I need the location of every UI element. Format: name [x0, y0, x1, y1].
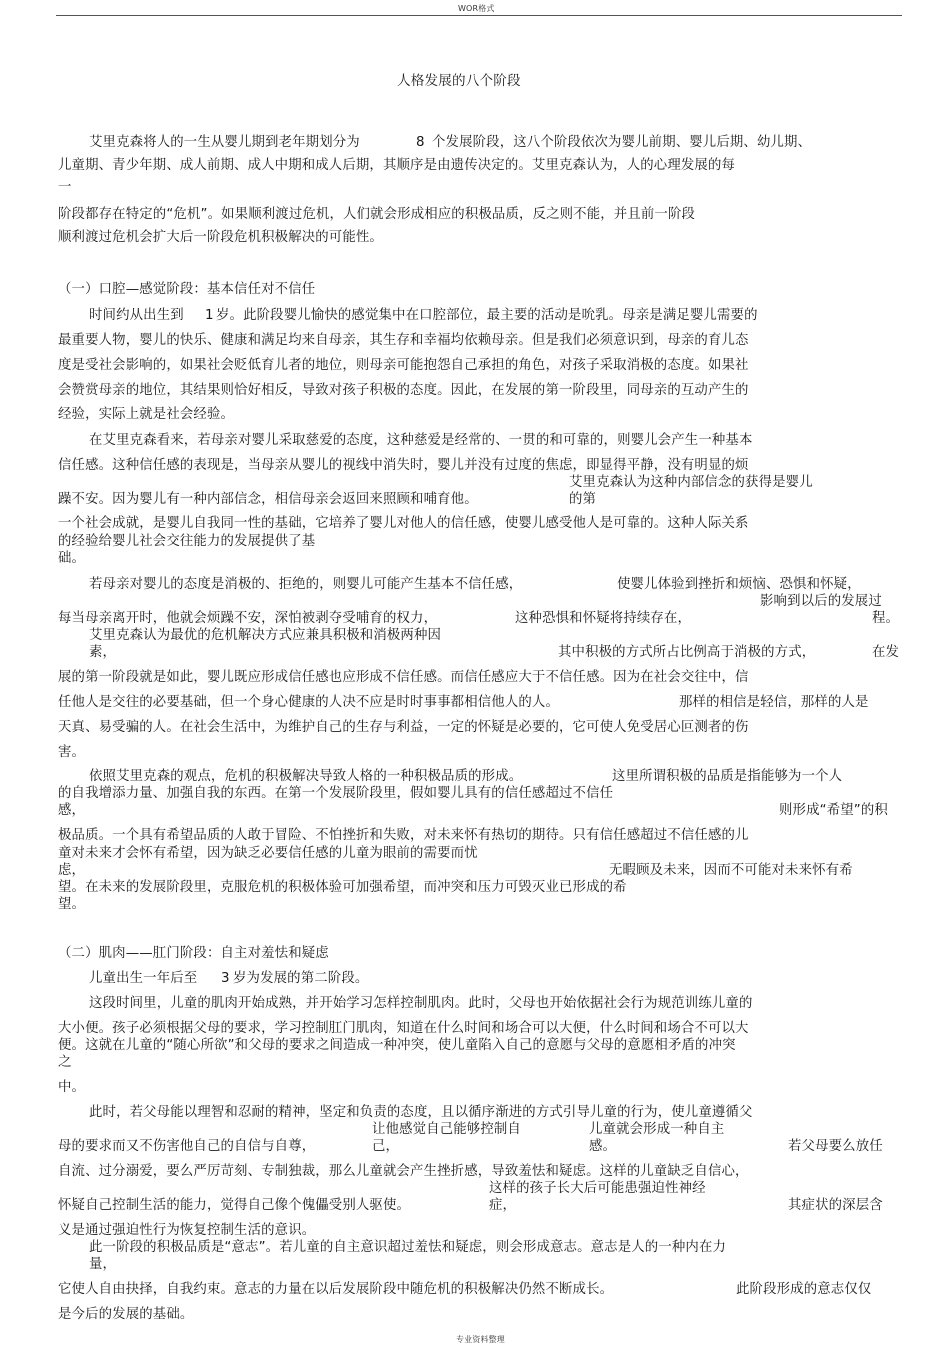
text-line: 母的要求而又不伤害他自己的自信与自尊，	[58, 1139, 316, 1154]
text-line: 此阶段形成的意志仅仅	[736, 1282, 872, 1297]
text-line: 之	[58, 1055, 72, 1070]
text-line: 中。	[58, 1080, 86, 1095]
text-line: 望。在未来的发展阶段里，克服危机的积极体验可加强希望，而冲突和压力可毁灭业已形成的希	[58, 880, 627, 895]
text-line: 3	[221, 971, 230, 986]
text-line: 便。这就在儿童的“随心所欲”和父母的要求之间造成一种冲突，使儿童陷入自己的意愿与父母的意愿相矛盾的冲突	[58, 1038, 736, 1053]
text-line: 这种恐惧和怀疑将持续存在，	[515, 611, 692, 626]
intro-line: 艾里克森将人的一生从婴儿期到老年期划分为	[89, 135, 360, 150]
text-line: 害。	[58, 745, 86, 760]
text-line: 岁为发展的第二阶段。	[233, 971, 369, 986]
text-line: 艾里克森认为最优的危机解决方式应兼具积极和消极两种因	[89, 628, 442, 643]
intro-line: 个发展阶段，这八个阶段依次为婴儿前期、婴儿后期、幼儿期、	[432, 135, 812, 150]
page-header: WOR格式	[458, 4, 495, 13]
text-line: 这段时间里，儿童的肌肉开始成熟，并开始学习怎样控制肌肉。此时，父母也开始依据社会行为规范训练儿童的	[89, 996, 753, 1011]
text-line: 时间约从出生到	[89, 308, 184, 323]
text-line: 其症状的深层含	[788, 1198, 883, 1213]
text-line: 儿童出生一年后至	[89, 971, 198, 986]
section-heading: （一）口腔—感觉阶段：基本信任对不信任	[58, 282, 316, 297]
text-line: 此一阶段的积极品质是“意志”。若儿童的自主意识超过羞怯和疑虑，则会形成意志。意志是人的一种内在力	[89, 1240, 727, 1255]
text-line: 度是受社会影响的，如果社会贬低育儿者的地位，则母亲可能抱怨自己承担的角色，对孩子采取消极的态度。如果社	[58, 358, 749, 373]
text-line: 信任感。这种信任感的表现是，当母亲从婴儿的视线中消失时，婴儿并没有过度的焦虑，即显得平静，没有明显的烦	[58, 458, 749, 473]
text-line: 己，	[372, 1139, 400, 1154]
text-line: 是今后的发展的基础。	[58, 1307, 194, 1322]
text-line: 的自我增添力量、加强自我的东西。在第一个发展阶段里，假如婴儿具有的信任感超过不信任	[58, 786, 614, 801]
text-line: 依照艾里克森的观点，危机的积极解决导致人格的一种积极品质的形成。	[89, 769, 523, 784]
text-line: 一个社会成就，是婴儿自我同一性的基础，它培养了婴儿对他人的信任感，使婴儿感受他人是可靠的。这种人际关系	[58, 516, 749, 531]
intro-line: 一	[58, 180, 72, 195]
text-line: 影响到以后的发展过	[760, 594, 882, 609]
text-line: 的经验给婴儿社会交往能力的发展提供了基	[58, 534, 316, 549]
text-line: 素，	[89, 645, 117, 660]
text-line: 会赞赏母亲的地位，其结果则恰好相反，导致对孩子积极的态度。因此，在发展的第一阶段里，同母亲的互动产生的	[58, 383, 749, 398]
text-line: 让他感觉自己能够控制自	[372, 1122, 521, 1137]
text-line: 这样的孩子长大后可能患强迫性神经	[489, 1181, 706, 1196]
text-line: 量，	[89, 1257, 117, 1272]
intro-line: 阶段都存在特定的“危机”。如果顺利渡过危机，人们就会形成相应的积极品质，反之则不能，并且前一阶段	[58, 207, 696, 222]
text-line: 在艾里克森看来，若母亲对婴儿采取慈爱的态度，这种慈爱是经常的、一贯的和可靠的，则婴儿会产生一种基本	[89, 433, 753, 448]
text-line: 则形成“希望”的积	[779, 803, 888, 818]
text-line: 1	[205, 308, 214, 323]
text-line: 若父母要么放任	[788, 1139, 883, 1154]
text-line: 每当母亲离开时，他就会烦躁不安，深怕被剥夺受哺育的权力，	[58, 611, 438, 626]
text-line: 这里所谓积极的品质是指能够为一个人	[612, 769, 843, 784]
text-line: 望。	[58, 897, 86, 912]
text-line: 经验，实际上就是社会经验。	[58, 407, 235, 422]
section-heading: （二）肌肉——肛门阶段：自主对羞怯和疑虑	[58, 946, 329, 961]
intro-line: 顺利渡过危机会扩大后一阶段危机积极解决的可能性。	[58, 230, 383, 245]
header-rule	[56, 15, 902, 16]
text-line: 其中积极的方式所占比例高于消极的方式，	[558, 645, 816, 660]
text-line: 童对未来才会怀有希望，因为缺乏必要信任感的儿童为眼前的需要而忧	[58, 846, 478, 861]
intro-line: 儿童期、青少年期、成人前期、成人中期和成人后期，其顺序是由遗传决定的。艾里克森认为，人的心理发展的每	[58, 158, 736, 173]
page-title: 人格发展的八个阶段	[397, 73, 521, 89]
intro-line: 8	[416, 135, 425, 150]
text-line: 程。	[872, 611, 900, 626]
text-line: 那样的相信是轻信，那样的人是	[679, 695, 869, 710]
text-line: 任他人是交往的必要基础，但一个身心健康的人决不应是时时事事都相信他人的人。	[58, 695, 560, 710]
text-line: 儿童就会形成一种自主	[589, 1122, 725, 1137]
text-line: 在发	[872, 645, 900, 660]
text-line: 怀疑自己控制生活的能力，觉得自己像个傀儡受别人驱使。	[58, 1198, 411, 1213]
text-line: 此时，若父母能以理智和忍耐的精神，坚定和负责的态度，且以循序渐进的方式引导儿童的行为，使儿童遵循父	[89, 1105, 753, 1120]
text-line: 感。	[589, 1139, 617, 1154]
text-line: 岁。此阶段婴儿愉快的感觉集中在口腔部位，最主要的活动是吮乳。母亲是满足婴儿需要的	[216, 308, 758, 323]
text-line: 艾里克森认为这种内部信念的获得是婴儿	[569, 475, 813, 490]
text-line: 天真、易受骗的人。在社会生活中，为维护自己的生存与利益，一定的怀疑是必要的，它可使人免受居心叵测者的伤	[58, 720, 749, 735]
text-line: 极品质。一个具有希望品质的人敢于冒险、不怕挫折和失败，对未来怀有热切的期待。只有信任感超过不信任感的儿	[58, 828, 749, 843]
text-line: 自流、过分溺爱，要么严厉苛刻、专制独裁，那么儿童就会产生挫折感，导致羞怯和疑虑。这样的儿童缺乏自信心，	[58, 1164, 749, 1179]
text-line: 躁不安。因为婴儿有一种内部信念，相信母亲会返回来照顾和哺育他。	[58, 492, 478, 507]
text-line: 感，	[58, 803, 86, 818]
text-line: 大小便。孩子必须根据父母的要求，学习控制肛门肌肉，知道在什么时间和场合可以大便，什么时间和场合不可以大	[58, 1021, 749, 1036]
text-line: 展的第一阶段就是如此，婴儿既应形成信任感也应形成不信任感。而信任感应大于不信任感。因为在社会交往中，信	[58, 670, 749, 685]
text-line: 础。	[58, 551, 86, 566]
text-line: 它使人自由抉择，自我约束。意志的力量在以后发展阶段中随危机的积极解决仍然不断成长。	[58, 1282, 614, 1297]
text-line: 若母亲对婴儿的态度是消极的、拒绝的，则婴儿可能产生基本不信任感，	[89, 577, 523, 592]
text-line: 症，	[489, 1198, 517, 1213]
text-line: 无暇顾及未来，因而不可能对未来怀有希	[609, 863, 853, 878]
text-line: 最重要人物，婴儿的快乐、健康和满足均来自母亲，其生存和幸福均依赖母亲。但是我们必须意识到，母亲的育儿态	[58, 333, 749, 348]
text-line: 使婴儿体验到挫折和烦恼、恐惧和怀疑，	[617, 577, 861, 592]
text-line: 虑，	[58, 863, 86, 878]
text-line: 的第	[569, 492, 597, 507]
page-footer: 专业资料整理	[456, 1335, 505, 1344]
text-line: 义是通过强迫性行为恢复控制生活的意识。	[58, 1223, 316, 1238]
